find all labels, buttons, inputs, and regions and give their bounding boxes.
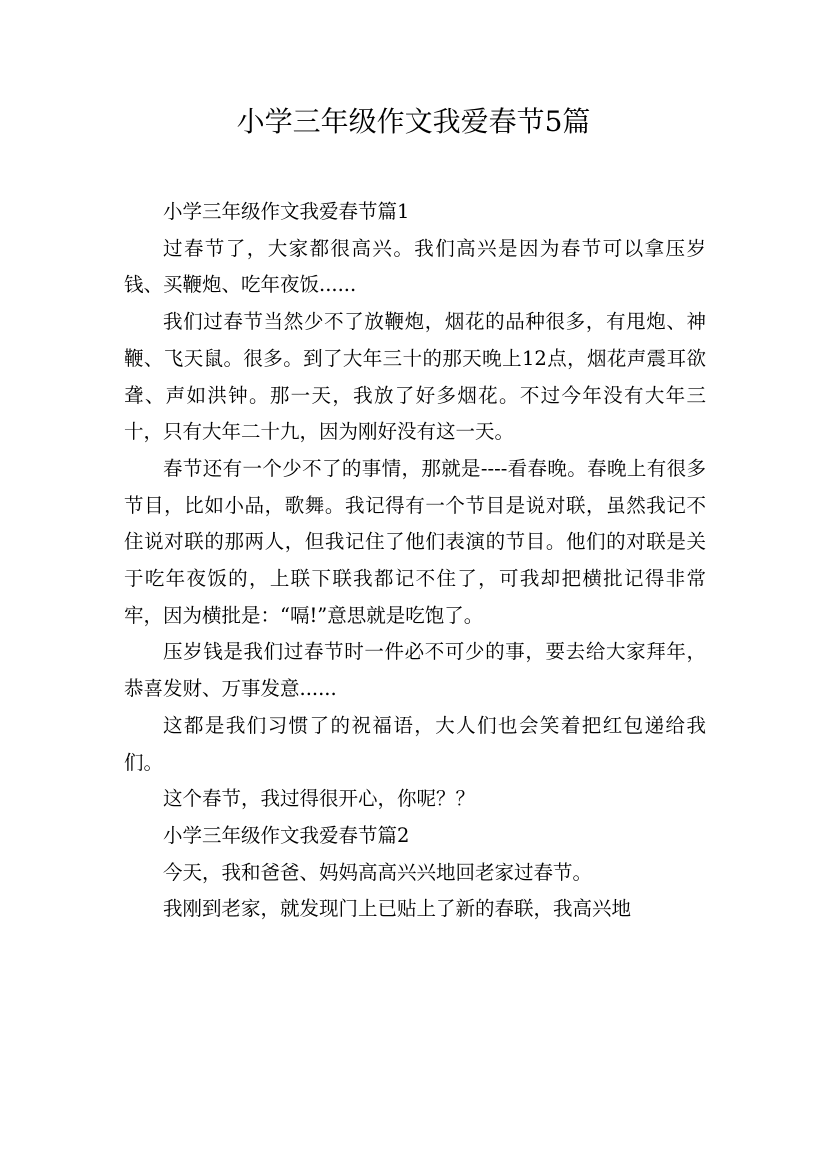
section-heading-1: 小学三年级作文我爱春节篇1 <box>163 200 410 223</box>
paragraph: 春节还有一个少不了的事情，那就是----看春晚。春晚上有很多节目，比如小品，歌舞。我记得有一个节目是说对联，虽然我记不住说对联的那两人，但我记住了他们表演的节目。他们的对联是关于吃年夜饭的，上联下联我都记不住了，可我却把横批记得非常牢，因为横批是：“嗝!”意思就是吃饱了。 <box>124 456 706 627</box>
paragraph: 我们过春节当然少不了放鞭炮，烟花的品种很多，有甩炮、神鞭、飞天鼠。很多。到了大年三十的那天晚上12点，烟花声震耳欲聋、声如洪钟。那一天，我放了好多烟花。不过今年没有大年三十，只有大年二十九，因为刚好没有这一天。 <box>124 310 706 444</box>
paragraph: 这都是我们习惯了的祝福语，大人们也会笑着把红包递给我们。 <box>124 713 706 774</box>
document-body <box>124 194 706 928</box>
section-heading-2: 小学三年级作文我爱春节篇2 <box>163 823 410 847</box>
document-title: 小学三年级作文我爱春节5篇 <box>236 105 591 138</box>
paragraph: 这个春节，我过得很开心，你呢？？ <box>163 787 476 811</box>
paragraph: 过春节了，大家都很高兴。我们高兴是因为春节可以拿压岁钱、买鞭炮、吃年夜饭...... <box>124 236 706 297</box>
paragraph: 我刚到老家，就发现门上已贴上了新的春联，我高兴地 <box>163 897 632 921</box>
paragraph: 压岁钱是我们过春节时一件必不可少的事，要去给大家拜年，恭喜发财、万事发意...... <box>124 640 706 701</box>
paragraph: 今天，我和爸爸、妈妈高高兴兴地回老家过春节。 <box>163 860 593 884</box>
